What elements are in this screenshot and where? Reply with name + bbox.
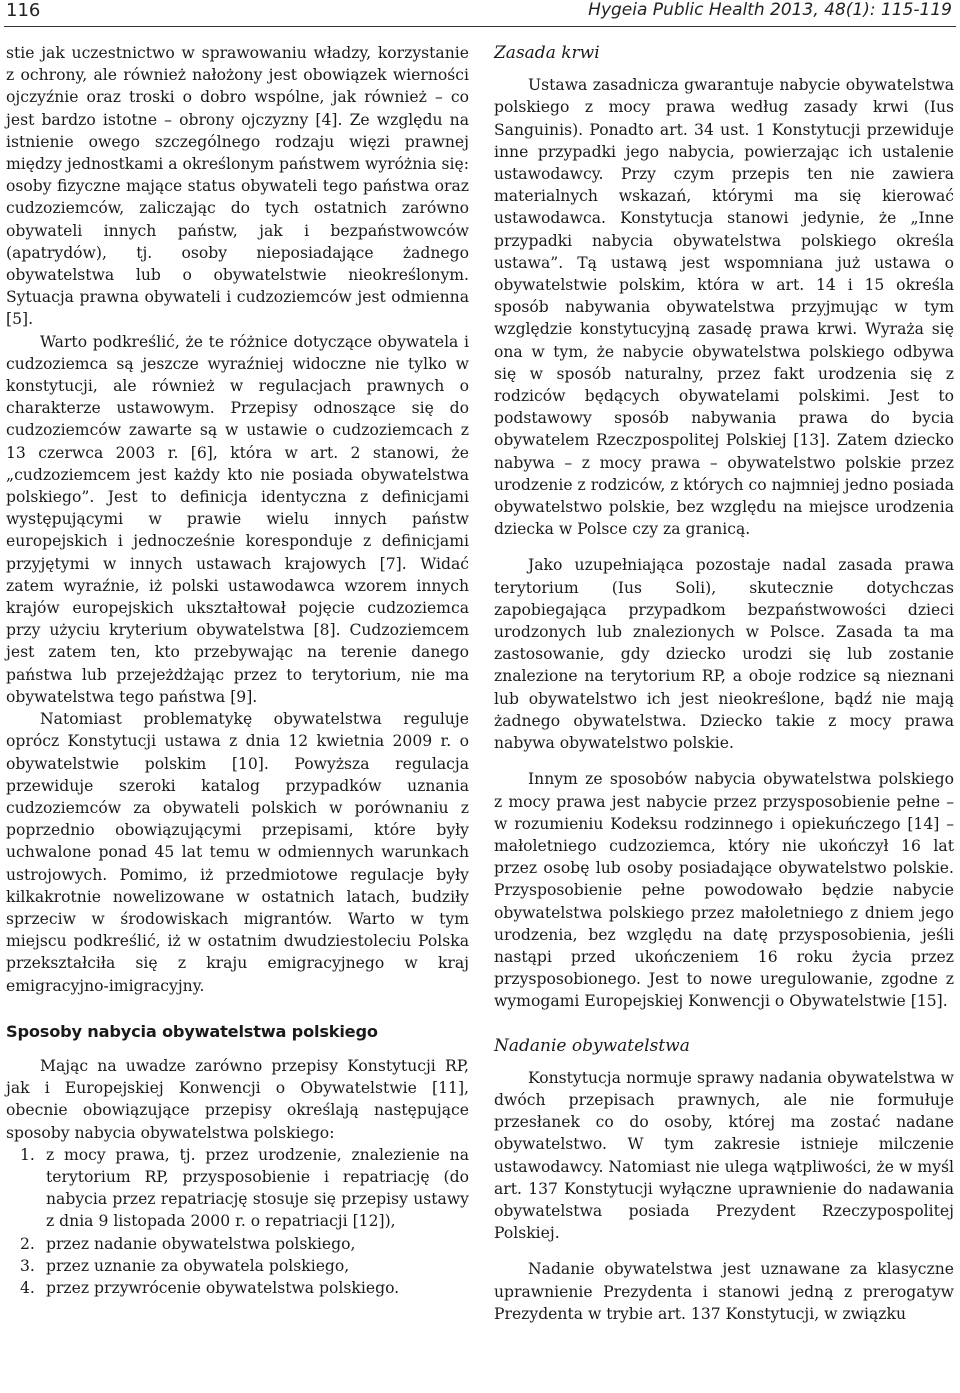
body-paragraph: Warto podkreślić, że te różnice dotyczące obywatela i cudzoziemca są jeszcze wyraźniej widoczne nie tylko w konstytucji, ale również w regulacjach prawnych o charakterze ustawowym. Przepisy odnoszące się do cudzoziemców zawarte są w ustawie o cudzoziemcach z 13 czerwca 2003 r. [6], która w art. 2 stanowi, że „cudzoziemcem jest każdy kto nie posiada obywatelstwa polskiego”. Jest to definicja identyczna z definicjami występującymi w prawie wielu innych państw europejskich i jednocześnie koresponduje z definicjami przyjętymi w innych ustawach krajowych [7]. Widać zatem wyraźnie, iż polski ustawodawca wzorem innych krajów europejskich ukształtował pojęcie cudzoziemca przy użyciu kryterium obywatelstwa [8]. Cudzoziemcem jest zatem ten, kto przebywając na terenie danego państwa lub przejeżdżając przez to terytorium, nie ma obywatelstwa tego państwa [9].	[6, 332, 469, 706]
running-head: Hygeia Public Health 2013, 48(1): 115-119	[588, 0, 952, 20]
body-paragraph: Innym ze sposobów nabycia obywatelstwa polskiego z mocy prawa jest nabycie przez przysposobienie pełne – w rozumieniu Kodeksu rodzinnego i opiekuńczego [14] – małoletniego cudzoziemca, który nie ukończył 16 lat przez osobę lub osoby posiadające obywatelstwo polskie. Przysposobienie pełne powodowało będzie nabycie obywatelstwa polskiego przez małoletniego z dniem jego urodzenia, bez względu na datę przysposobienia, jeśli nastąpi przed ukończeniem 16 roku życia przez przysposobionego. Jest to nowe uregulowanie, zgodne z wymogami Europejskiej Konwencji o Obywatelstwie [15].	[494, 770, 954, 1011]
subheading-blood-principle: Zasada krwi	[494, 43, 600, 63]
right-column	[494, 42, 954, 1325]
list-item	[20, 1144, 469, 1233]
header-rule	[4, 26, 956, 27]
list-item-text: przez nadanie obywatelstwa polskiego,	[46, 1234, 356, 1253]
body-paragraph: stie jak uczestnictwo w sprawowaniu władzy, korzystanie z ochrony, ale również nałożony jest obowiązek wierności ojczyźnie oraz troski o dobro wspólne, jak również – co jest bardzo istotne – obrony ojczyzny [4]. Ze względu na istnienie owego szczególnego rodzaju więzi prawnej między jednostkami a określonym państwem wyróżnia się: osoby fizyczne mające status obywateli tego państwa oraz cudzoziemców, zaliczając do tych ostatnich zarówno obywateli innych państw, jak i bezpaństwowców (apatrydów), tj. osoby nieposiadające żadnego obywatelstwa lub o obywatelstwie nieokreślonym. Sytuacja prawna obywateli i cudzoziemców jest odmienna [5].	[6, 44, 469, 329]
list-item	[20, 1255, 469, 1277]
body-paragraph: Ustawa zasadnicza gwarantuje nabycie obywatelstwa polskiego z mocy prawa według zasady krwi (Ius Sanguinis). Ponadto art. 34 ust. 1 Konstytucji przewiduje inne przypadki jego nabycia, powierzając ich ustalenie ustawodawcy. Przy czym przepis ten nie zawiera materialnych wskazań, którymi ma się kierować ustawodawca. Konstytucja stanowi jedynie, że „Inne przypadki nabycia obywatelstwa polskiego określa ustawa”. Tą ustawą jest wspomniana już ustawa o obywatelstwie polskim, która w art. 14 i 15 określa sposób nabywania obywatelstwa przyjmując w tym względzie konstytucyjną zasadę prawa krwi. Wyraża się ona w tym, że nabycie obywatelstwa polskiego odbywa się w sposób naturalny, przez fakt urodzenia się z rodziców będących obywatelami polskimi. Jest to podstawowy sposób nabywania prawa do bycia obywatelem Rzeczpospolitej Polskiej [13]. Zatem dziecko nabywa – z mocy prawa – obywatelstwo polskie przez urodzenie z rodziców, z których co najmniej jedno posiada obywatelstwo polskie, bez względu na miejsce urodzenia dziecka w Polsce czy za granicą.	[494, 76, 954, 539]
body-paragraph: Jako uzupełniająca pozostaje nadal zasada prawa terytorium (Ius Soli), skutecznie dotychczas zapobiegająca przypadkom bezpaństwowości dzieci urodzonych lub znalezionych w Polsce. Zasada ta ma zastosowanie, gdy dziecko urodzi się lub zostanie znalezione na terytorium RP, a oboje rodzice są nieznani lub obywatelstwo ich jest nieokreślone, bądź nie mają żadnego obywatelstwa. Dziecko takie z mocy prawa nabywa obywatelstwo polskie.	[494, 556, 954, 753]
list-item-text: przez uznanie za obywatela polskiego,	[46, 1256, 350, 1275]
list-item-text: przez przywrócenie obywatelstwa polskiego.	[46, 1278, 400, 1297]
left-column	[6, 42, 469, 1299]
list-item	[20, 1277, 469, 1299]
list-item-number: 2.	[20, 1234, 35, 1253]
list-item-number: 3.	[20, 1256, 35, 1275]
list-item	[20, 1233, 469, 1255]
list-item-text: z mocy prawa, tj. przez urodzenie, znalezienie na terytorium RP, przysposobienie i repatriację (do nabycia przez repatriację stosuje się przepisy ustawy z dnia 9 listopada 2000 r. o repatriacji [12]),	[46, 1145, 469, 1231]
section-heading: Sposoby nabycia obywatelstwa polskiego	[6, 1021, 378, 1041]
body-paragraph: Nadanie obywatelstwa jest uznawane za klasyczne uprawnienie Prezydenta i stanowi jedną z prerogatyw Prezydenta w trybie art. 137 Konstytucji, w związku	[494, 1260, 954, 1323]
list-item-number: 1.	[20, 1145, 35, 1164]
subheading-granting: Nadanie obywatelstwa	[494, 1035, 690, 1056]
acquisition-methods-list	[6, 1144, 469, 1299]
body-paragraph: Konstytucja normuje sprawy nadania obywatelstwa w dwóch przepisach prawnych, ale nie formułuje przesłanek co do osoby, której ma zostać nadane obywatelstwo. W tym zakresie istnieje milczenie ustawodawcy. Natomiast nie ulega wątpliwości, że w myśl art. 137 Konstytucji wyłączne uprawnienie do nadawania obywatelstwa posiada Prezydent Rzeczypospolitej Polskiej.	[494, 1068, 954, 1243]
page-number: 116	[6, 0, 41, 21]
body-paragraph: Natomiast problematykę obywatelstwa reguluje oprócz Konstytucji ustawa z dnia 12 kwietnia 2009 r. o obywatelstwie polskim [10]. Powyższa regulacja przewiduje szeroki katalog przypadków uznania cudzoziemców za obywateli polskich w porównaniu z poprzednio obowiązującymi przepisami, które były uchwalone ponad 45 lat temu w odmiennych warunkach ustrojowych. Pomimo, iż przedmiotowe regulacje były kilkakrotnie nowelizowane w ostatnich latach, budziły sprzeciw w środowiskach migrantów. Warto w tym miejscu podkreślić, iż w ostatnim dwudziestoleciu Polska przekształciła się z kraju emigracyjnego w kraj emigracyjno-imigracyjny.	[6, 710, 469, 995]
section-intro: Mając na uwadze zarówno przepisy Konstytucji RP, jak i Europejskiej Konwencji o Obywatelstwie [11], obecnie obowiązujące przepisy określają następujące sposoby nabycia obywatelstwa polskiego:	[6, 1056, 469, 1142]
page-header	[0, 0, 960, 36]
list-item-number: 4.	[20, 1278, 35, 1297]
